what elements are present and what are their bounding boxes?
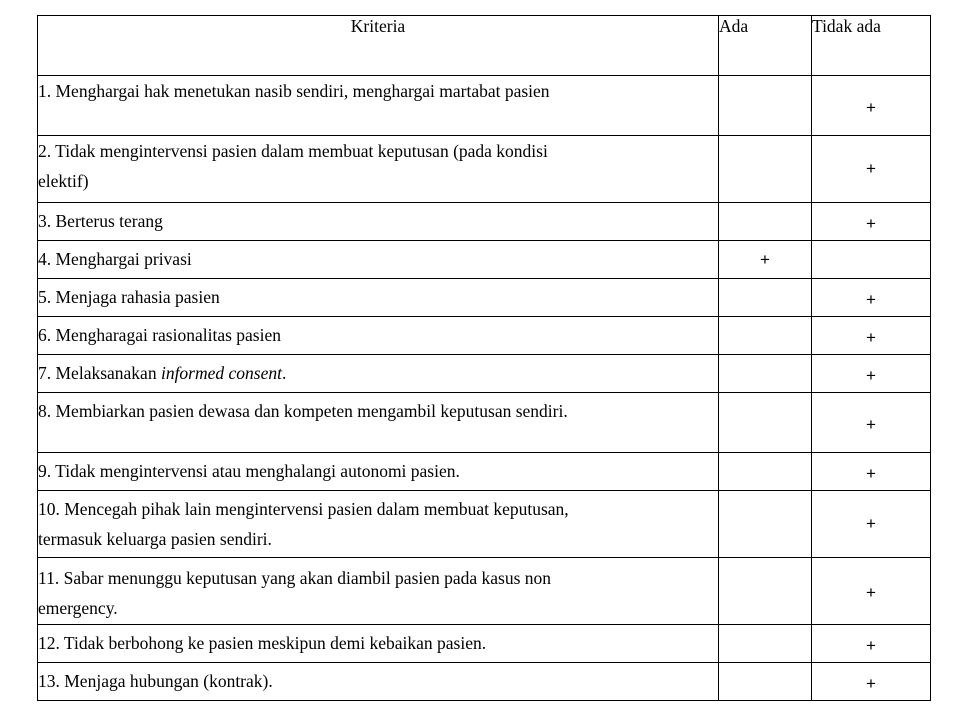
tidak-ada-cell: + [812, 136, 931, 203]
table-row [38, 317, 931, 355]
criteria-cell [38, 491, 719, 558]
criteria-text-continued: emergency. [38, 598, 118, 618]
ada-cell [719, 558, 812, 625]
header-kriteria: Kriteria [38, 16, 719, 76]
criteria-text: 11. Sabar menunggu keputusan yang akan diambil pasien pada kasus non [38, 568, 552, 588]
ada-cell [719, 317, 812, 355]
table-row [38, 625, 931, 663]
tidak-ada-cell: + [812, 279, 931, 317]
tidak-ada-cell: + [812, 491, 931, 558]
criteria-text-continued: termasuk keluarga pasien sendiri. [38, 529, 272, 549]
tidak-ada-cell: + [812, 317, 931, 355]
table-row [38, 491, 931, 558]
criteria-cell [38, 136, 719, 203]
criteria-cell [38, 241, 719, 279]
criteria-text-suffix: . [281, 363, 287, 383]
tidak-ada-cell [812, 241, 931, 279]
table-row [38, 136, 931, 203]
ada-cell [719, 393, 812, 453]
criteria-text: 1. Menghargai hak menetukan nasib sendiri, menghargai martabat pasien [38, 81, 550, 101]
header-tidak-ada: Tidak ada [812, 16, 931, 76]
ada-cell [719, 491, 812, 558]
tidak-ada-cell: + [812, 625, 931, 663]
criteria-text: 13. Menjaga hubungan (kontrak). [38, 671, 273, 691]
tidak-ada-cell: + [812, 453, 931, 491]
tidak-ada-cell: + [812, 76, 931, 136]
criteria-text: 10. Mencegah pihak lain mengintervensi pasien dalam membuat keputusan, [38, 499, 569, 519]
criteria-text: 6. Mengharagai rasionalitas pasien [38, 325, 281, 345]
ada-cell [719, 663, 812, 701]
criteria-cell [38, 203, 719, 241]
table-row [38, 203, 931, 241]
table-row [38, 355, 931, 393]
header-ada: Ada [719, 16, 812, 76]
criteria-cell [38, 355, 719, 393]
criteria-cell [38, 317, 719, 355]
header-row [38, 16, 931, 76]
criteria-cell [38, 625, 719, 663]
table-row [38, 241, 931, 279]
criteria-text: 8. Membiarkan pasien dewasa dan kompeten mengambil keputusan sendiri. [38, 401, 568, 421]
criteria-cell [38, 393, 719, 453]
criteria-cell [38, 558, 719, 625]
criteria-text: 9. Tidak mengintervensi atau menghalangi autonomi pasien. [38, 461, 460, 481]
table-row [38, 76, 931, 136]
criteria-text-italic: informed consent [160, 363, 282, 383]
ada-cell [719, 136, 812, 203]
ada-cell [719, 453, 812, 491]
criteria-cell [38, 76, 719, 136]
criteria-text: 4. Menghargai privasi [38, 249, 192, 269]
criteria-text-continued: elektif) [38, 171, 89, 191]
table-row [38, 279, 931, 317]
table-row [38, 453, 931, 491]
tidak-ada-cell: + [812, 355, 931, 393]
table-row [38, 558, 931, 625]
ada-cell [719, 279, 812, 317]
ada-cell [719, 76, 812, 136]
tidak-ada-cell: + [812, 393, 931, 453]
criteria-text: 3. Berterus terang [38, 211, 163, 231]
ada-cell [719, 203, 812, 241]
tidak-ada-cell: + [812, 203, 931, 241]
table-row [38, 393, 931, 453]
criteria-text-prefix: 7. Melaksanakan [38, 363, 161, 383]
ada-cell [719, 355, 812, 393]
criteria-text: 5. Menjaga rahasia pasien [38, 287, 220, 307]
ada-cell [719, 625, 812, 663]
criteria-text: 2. Tidak mengintervensi pasien dalam membuat keputusan (pada kondisi [38, 141, 548, 161]
criteria-cell [38, 663, 719, 701]
criteria-cell [38, 279, 719, 317]
table-row [38, 663, 931, 701]
criteria-cell [38, 453, 719, 491]
ada-cell: + [719, 241, 812, 279]
criteria-text [38, 358, 718, 388]
criteria-table [37, 15, 931, 701]
tidak-ada-cell: + [812, 558, 931, 625]
tidak-ada-cell: + [812, 663, 931, 701]
criteria-text: 12. Tidak berbohong ke pasien meskipun demi kebaikan pasien. [38, 633, 487, 653]
